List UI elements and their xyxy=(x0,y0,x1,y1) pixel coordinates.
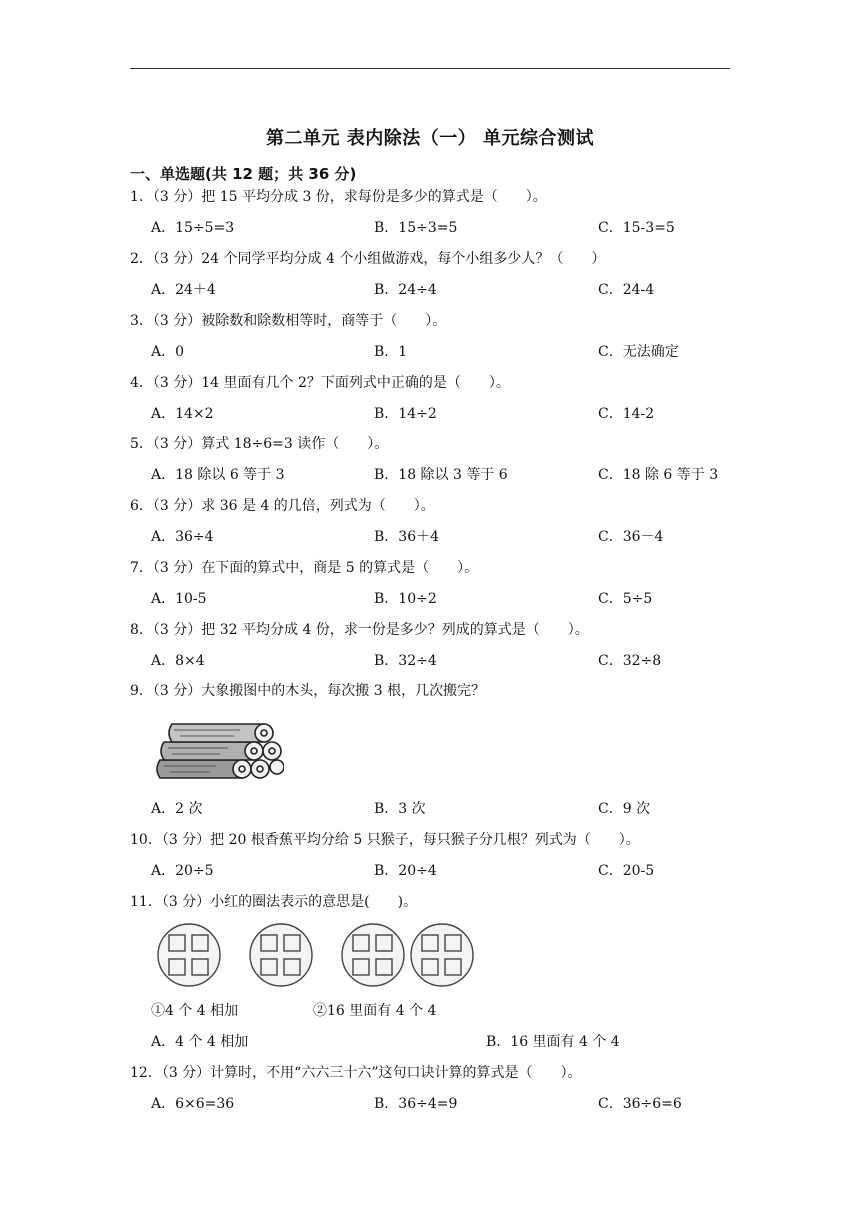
question-9: 9．（3 分）大象搬图中的木头，每次搬 3 根，几次搬完？ xyxy=(130,683,486,699)
option-c[interactable]: C．18 除 6 等于 3 xyxy=(598,467,719,483)
question-3: 3．（3 分）被除数和除数相等时，商等于（ ）。 xyxy=(130,313,447,329)
option-a[interactable]: A．24＋4 xyxy=(151,282,216,298)
option-b[interactable]: B．15÷3=5 xyxy=(374,220,458,236)
option-c[interactable]: C．无法确定 xyxy=(598,344,679,360)
option-c[interactable]: C．5÷5 xyxy=(598,591,653,607)
option-b[interactable]: B．10÷2 xyxy=(374,591,437,607)
question-1: 1．（3 分）把 15 平均分成 3 份，求每份是多少的算式是（ ）。 xyxy=(130,189,547,205)
grouped-squares-illustration xyxy=(156,922,476,988)
option-a[interactable]: A．4 个 4 相加 xyxy=(151,1034,249,1050)
option-b[interactable]: B．36＋4 xyxy=(374,529,440,545)
option-c[interactable]: C．24-4 xyxy=(598,282,655,298)
option-a[interactable]: A．6×6=36 xyxy=(151,1096,235,1112)
option-a[interactable]: A．36÷4 xyxy=(151,529,214,545)
option-b[interactable]: B．14÷2 xyxy=(374,406,437,422)
question-8: 8．（3 分）把 32 平均分成 4 份，求一份是多少？列成的算式是（ ）。 xyxy=(130,622,589,638)
statement-1: ①4 个 4 相加 xyxy=(151,1003,239,1019)
option-b[interactable]: B．18 除以 3 等于 6 xyxy=(374,467,508,483)
question-10: 10．（3 分）把 20 根香蕉平均分给 5 只猴子，每只猴子分几根？列式为（ ）。 xyxy=(130,832,640,848)
option-b[interactable]: B．36÷4=9 xyxy=(374,1096,458,1112)
option-a[interactable]: A．0 xyxy=(151,344,185,360)
option-a[interactable]: A．8×4 xyxy=(151,653,205,669)
log-pile-illustration xyxy=(150,716,284,786)
option-a[interactable]: A．20÷5 xyxy=(151,863,214,879)
question-4: 4．（3 分）14 里面有几个 2？下面列式中正确的是（ ）。 xyxy=(130,375,510,391)
option-c[interactable]: C．9 次 xyxy=(598,801,651,817)
question-6: 6．（3 分）求 36 是 4 的几倍，列式为（ ）。 xyxy=(130,498,435,514)
question-5: 5．（3 分）算式 18÷6=3 读作（ ）。 xyxy=(130,436,389,452)
option-b[interactable]: B．16 里面有 4 个 4 xyxy=(486,1034,620,1050)
question-12: 12．（3 分）计算时，不用“六六三十六”这句口诀计算的算式是（ ）。 xyxy=(130,1065,582,1081)
option-b[interactable]: B．1 xyxy=(374,344,408,360)
option-a[interactable]: A．10-5 xyxy=(151,591,207,607)
option-b[interactable]: B．20÷4 xyxy=(374,863,437,879)
question-2: 2．（3 分）24 个同学平均分成 4 个小组做游戏，每个小组多少人？（ ） xyxy=(130,251,606,267)
option-a[interactable]: A．18 除以 6 等于 3 xyxy=(151,467,285,483)
option-c[interactable]: C．20-5 xyxy=(598,863,655,879)
question-7: 7．（3 分）在下面的算式中，商是 5 的算式是（ ）。 xyxy=(130,560,479,576)
option-b[interactable]: B．24÷4 xyxy=(374,282,437,298)
page-title: 第二单元 表内除法（一） 单元综合测试 xyxy=(265,128,595,149)
option-b[interactable]: B．32÷4 xyxy=(374,653,437,669)
option-a[interactable]: A．14×2 xyxy=(151,406,214,422)
option-c[interactable]: C．36－4 xyxy=(598,529,664,545)
option-c[interactable]: C．36÷6=6 xyxy=(598,1096,682,1112)
option-b[interactable]: B．3 次 xyxy=(374,801,426,817)
section-heading: 一、单选题(共 12 题；共 36 分) xyxy=(130,165,357,183)
question-11: 11．（3 分）小红的圈法表示的意思是( )。 xyxy=(130,894,418,910)
statement-2: ②16 里面有 4 个 4 xyxy=(313,1003,437,1019)
header-rule xyxy=(130,68,730,69)
option-a[interactable]: A．15÷5=3 xyxy=(151,220,235,236)
option-c[interactable]: C．32÷8 xyxy=(598,653,662,669)
option-c[interactable]: C．15-3=5 xyxy=(598,220,675,236)
option-c[interactable]: C．14-2 xyxy=(598,406,655,422)
option-a[interactable]: A．2 次 xyxy=(151,801,203,817)
